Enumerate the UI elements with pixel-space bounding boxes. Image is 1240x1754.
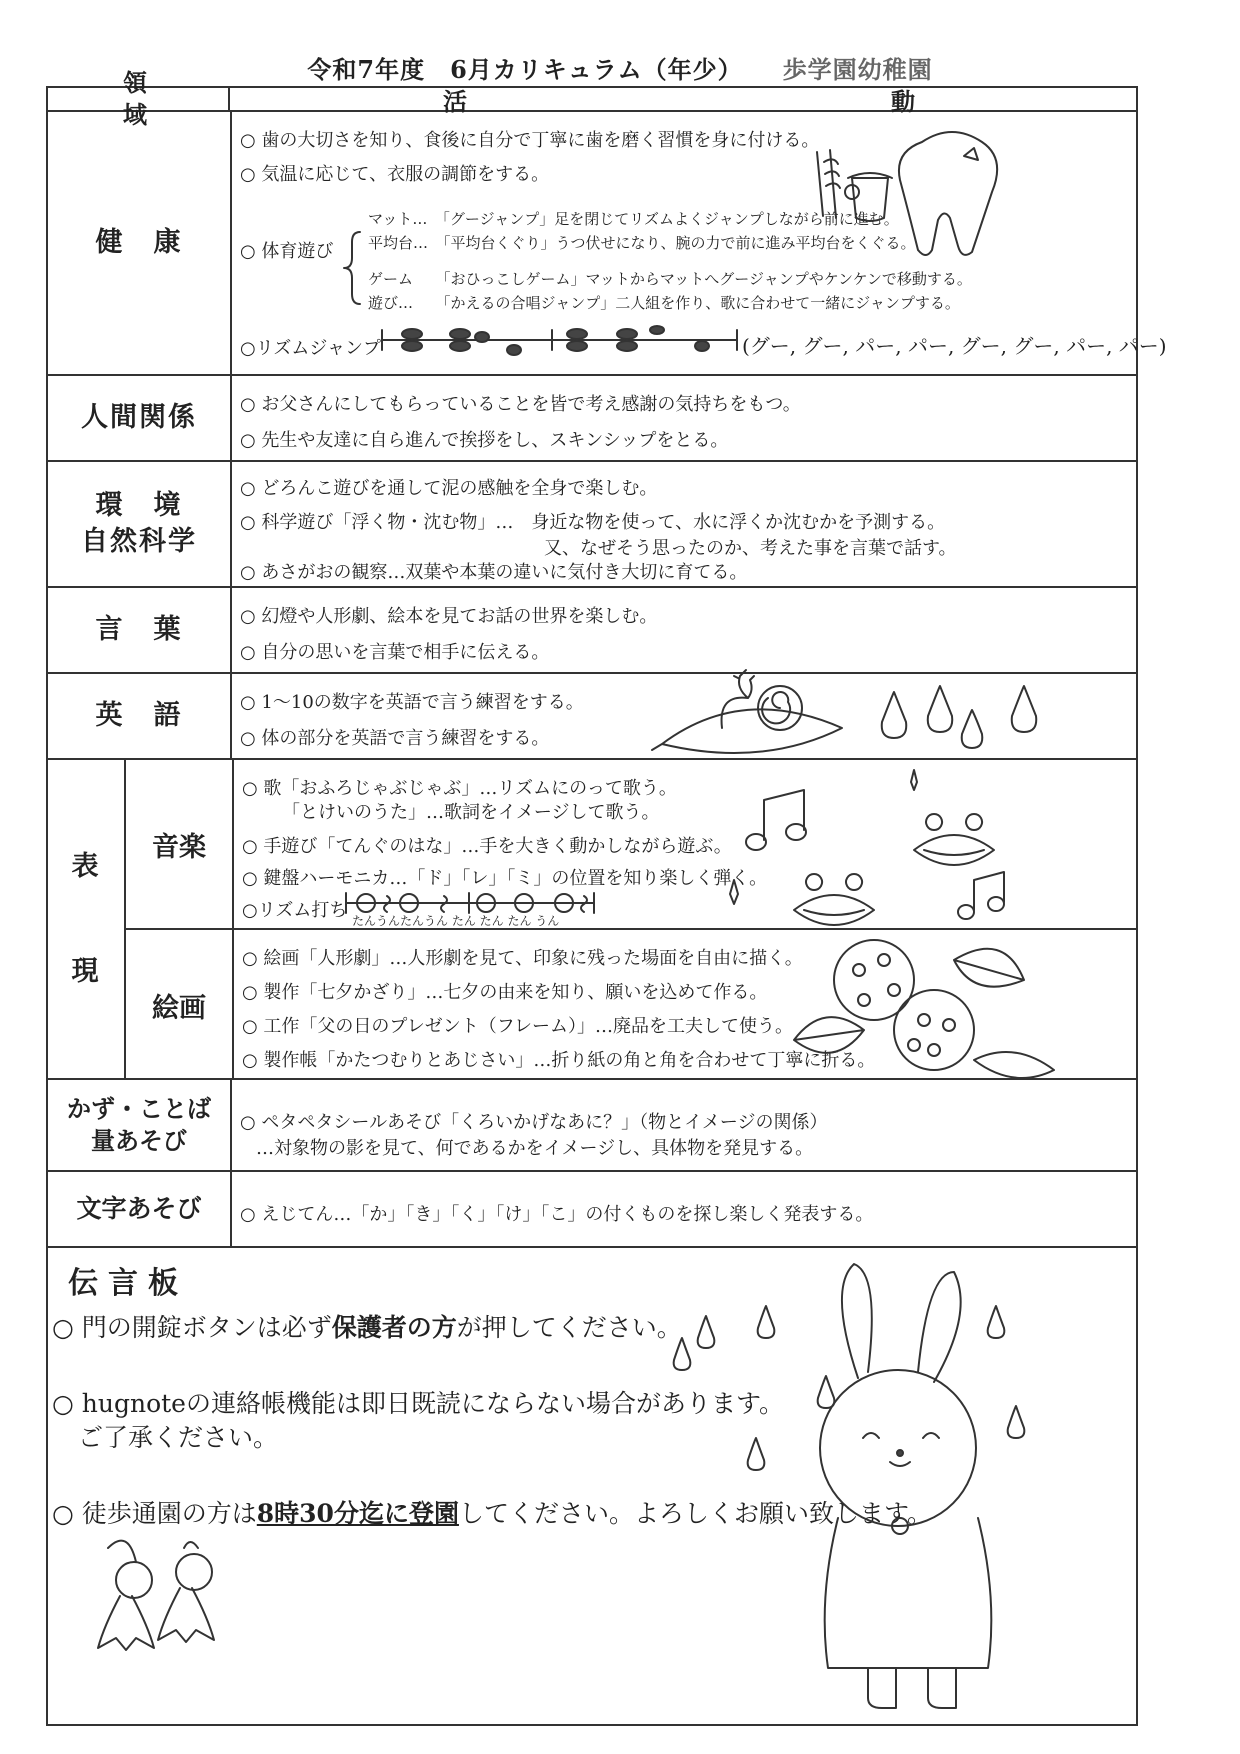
list-item: ○ 幻燈や人形劇、絵本を見てお話の世界を楽しむ。 — [240, 606, 658, 627]
rabbit-icon — [842, 1264, 961, 1382]
message-board — [48, 1248, 1136, 1728]
section-letters — [48, 1172, 1136, 1248]
snail-icon — [722, 670, 754, 728]
cup-icon — [848, 173, 892, 221]
list-item: ○ 製作「七夕かざり」…七夕の由来を知り、願いを込めて作る。 — [242, 982, 768, 1003]
section-health — [48, 112, 1167, 376]
section-environment — [48, 462, 1136, 588]
subsection-label-drawing: 絵画 — [126, 930, 234, 1080]
list-item: ○ 歯の大切さを知り、食後に自分で丁寧に歯を磨く習慣を身に付ける。 — [240, 130, 820, 151]
tooth-icon — [899, 132, 997, 255]
list-item: ○ 手遊び「てんぐのはな」…手を大きく動かしながら遊ぶ。 — [242, 836, 732, 857]
section-language — [48, 588, 1136, 674]
notice-gate-button: ○ 門の開錠ボタンは必ず保護者の方が押してください。 — [52, 1313, 682, 1342]
list-item: ○ あさがおの観察…双葉や本葉の違いに気付き大切に育てる。 — [240, 562, 748, 583]
taiiku-label: ○ 体育遊び — [240, 241, 334, 262]
sparkle-icon — [730, 770, 917, 904]
section-human-relations — [48, 376, 1136, 462]
section-label-language: 言 葉 — [48, 588, 232, 672]
list-item: マット… 「グージャンプ」足を閉じてリズムよくジャンプしながら前に進む。 — [368, 210, 899, 228]
list-item: 「とけいのうた」…歌詞をイメージして歌う。 — [282, 802, 660, 823]
message-board-title: 伝言板 — [68, 1266, 188, 1301]
music-illustrations — [234, 760, 1054, 930]
list-item: ○ 工作「父の日のプレゼント（フレーム）」…廃品を工夫して使う。 — [242, 1016, 793, 1037]
list-item: ○ 自分の思いを言葉で相手に伝える。 — [240, 642, 550, 663]
list-item: ○ どろんこ遊びを通して泥の感触を全身で楽しむ。 — [240, 478, 658, 499]
raindrop-icon — [882, 692, 907, 738]
subsection-label-music: 音楽 — [126, 760, 234, 928]
notice-hugnote: ○ hugnoteの連絡帳機能は即日既読にならない場合があります。 — [52, 1389, 784, 1418]
list-item: ○ お父さんにしてもらっていることを皆で考え感謝の気持ちをもつ。 — [240, 394, 801, 415]
section-label-health: 健 康 — [48, 112, 232, 374]
section-label-human-relations: 人間関係 — [48, 376, 232, 460]
section-english — [48, 674, 1136, 760]
message-board-illustrations — [48, 1248, 1138, 1728]
english-illustrations — [232, 674, 1132, 760]
section-expression — [48, 760, 1136, 1080]
section-label-letters: 文字あそび — [48, 1172, 232, 1246]
rhythm-beat-words: たんうんたんうん たん たん たん うん — [352, 914, 560, 928]
music-note-icon — [764, 790, 804, 840]
leaf-icon — [794, 1017, 864, 1053]
list-item: 平均台… 「平均台くぐり」うつ伏せになり、腕の力で前に進み平均台をくぐる。 — [368, 234, 916, 252]
curriculum-title: 令和7年度 6月カリキュラム（年少） — [307, 55, 743, 84]
activity-column-header: 活 動 — [443, 86, 1115, 116]
health-illustrations — [232, 112, 1132, 376]
list-item: ○ えじてん…「か」「き」「く」「け」「こ」の付くものを探し楽しく発表する。 — [240, 1204, 874, 1225]
list-item: ○ 体の部分を英語で言う練習をする。 — [240, 728, 550, 749]
hydrangea-icon — [834, 940, 914, 1020]
list-item: ○ 歌「おふろじゃぶじゃぶ」…リズムにのって歌う。 — [242, 778, 677, 799]
brace-icon — [344, 232, 360, 304]
leaf-icon — [652, 709, 842, 753]
frog-icon — [794, 874, 874, 925]
list-item: …対象物の影を見て、何であるかをイメージし、具体物を発見する。 — [256, 1138, 814, 1159]
teru-teru-bozu-icon — [116, 1562, 152, 1598]
list-item: 又、なぜそう思ったのか、考えた事を言葉で話す。 — [544, 538, 957, 559]
list-item: ○ 鍵盤ハーモニカ…「ド」「レ」「ミ」の位置を知り楽しく弾く。 — [242, 868, 768, 889]
area-column-header: 領 域 — [48, 88, 230, 110]
notice-hugnote-apology: ご了承ください。 — [78, 1423, 279, 1452]
notice-walking-commute: ○ 徒歩通園の方は8時30分迄に登園してください。よろしくお願い致します。 — [52, 1499, 932, 1528]
subsection-drawing — [126, 930, 1136, 1080]
section-numbers-words — [48, 1080, 1136, 1172]
section-label-numbers-words: かず・ことば 量あそび — [48, 1080, 232, 1170]
hydrangea-illustration — [234, 930, 1064, 1080]
school-name: 歩学園幼稚園 — [782, 55, 933, 84]
list-item: ○ 気温に応じて、衣服の調節をする。 — [240, 164, 550, 185]
section-label-english: 英 語 — [48, 674, 232, 758]
section-label-environment: 環 境 自然科学 — [48, 462, 232, 586]
list-item: 遊び… 「かえるの合唱ジャンプ」二人組を作り、歌に合わせて一緒にジャンプする。 — [368, 294, 960, 312]
rhythm-jump-words: (グー, グー, パー, パー, グー, グー, パー, パー) — [742, 334, 1167, 358]
list-item: ○リズム打ち — [242, 900, 348, 921]
subsection-music — [126, 760, 1136, 930]
list-item: ○ 製作帳「かたつむりとあじさい」…折り紙の角と角を合わせて丁寧に折る。 — [242, 1050, 876, 1071]
list-item: ○ 科学遊び「浮く物・沈む物」… 身近な物を使って、水に浮くか沈むかを予測する。 — [240, 512, 946, 533]
rhythm-jump-label: ○リズムジャンプ — [240, 338, 381, 359]
list-item: ○ ペタペタシールあそび「くろいかげなあに？」（物とイメージの関係） — [240, 1112, 828, 1133]
list-item: ゲーム 「おひっこしゲーム」マットからマットへグージャンプやケンケンで移動する。 — [368, 270, 972, 288]
list-item: ○ 先生や友達に自ら進んで挨拶をし、スキンシップをとる。 — [240, 430, 729, 451]
raindrop-icon — [698, 1316, 715, 1348]
section-label-expression: 表 現 — [48, 760, 126, 1078]
list-item: ○ 絵画「人形劇」…人形劇を見て、印象に残った場面を自由に描く。 — [242, 948, 803, 969]
list-item: ○ 1～10の数字を英語で言う練習をする。 — [240, 692, 584, 713]
